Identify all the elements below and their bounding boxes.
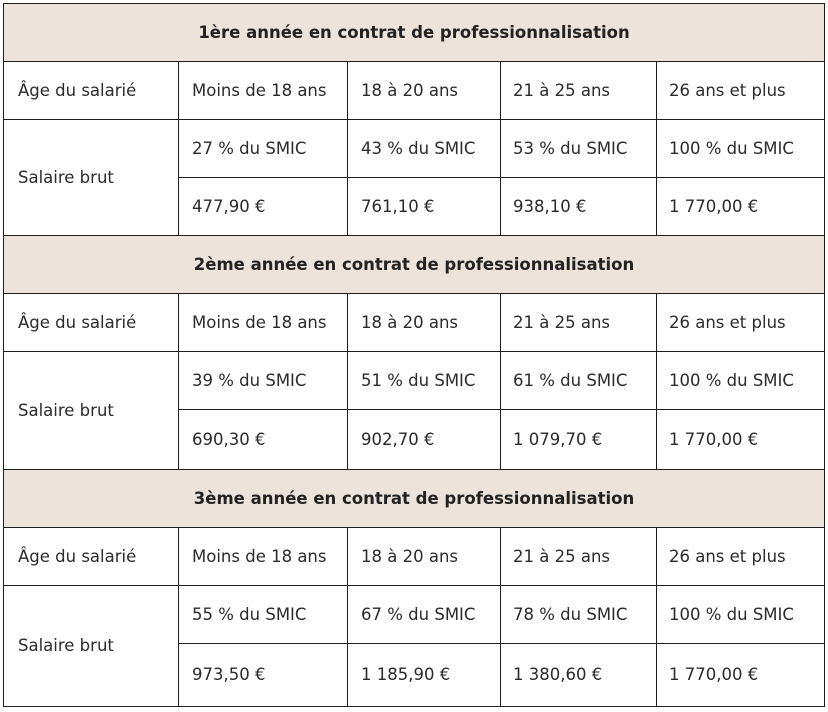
age-row-3: [4, 527, 825, 585]
age-bracket-cell: Moins de 18 ans: [179, 293, 348, 351]
section-title-2: 2ème année en contrat de professionnalisation: [4, 235, 825, 293]
age-row-1: [4, 61, 825, 119]
age-bracket-cell: 18 à 20 ans: [348, 527, 501, 585]
age-label: Âge du salarié: [4, 61, 179, 119]
amount-cell: 690,30 €: [179, 409, 348, 469]
percentage-row-1: [4, 119, 825, 177]
percentage-cell: 100 % du SMIC: [657, 119, 825, 177]
salary-label: Salaire brut: [4, 351, 179, 469]
section-title-3: 3ème année en contrat de professionnalisation: [4, 469, 825, 527]
amount-cell: 902,70 €: [348, 409, 501, 469]
percentage-cell: 27 % du SMIC: [179, 119, 348, 177]
salary-label: Salaire brut: [4, 119, 179, 235]
amount-cell: 1 770,00 €: [657, 409, 825, 469]
amount-cell: 938,10 €: [501, 177, 657, 235]
amount-cell: 1 380,60 €: [501, 643, 657, 706]
age-label: Âge du salarié: [4, 527, 179, 585]
percentage-cell: 100 % du SMIC: [657, 351, 825, 409]
section-header-row-1: [4, 4, 825, 62]
age-label: Âge du salarié: [4, 293, 179, 351]
percentage-cell: 100 % du SMIC: [657, 585, 825, 643]
age-bracket-cell: Moins de 18 ans: [179, 61, 348, 119]
amount-cell: 1 185,90 €: [348, 643, 501, 706]
age-bracket-cell: 26 ans et plus: [657, 61, 825, 119]
amount-cell: 477,90 €: [179, 177, 348, 235]
age-bracket-cell: 21 à 25 ans: [501, 527, 657, 585]
section-header-row-2: [4, 235, 825, 293]
percentage-cell: 61 % du SMIC: [501, 351, 657, 409]
salary-label: Salaire brut: [4, 585, 179, 706]
salary-table: [3, 3, 825, 707]
age-bracket-cell: 21 à 25 ans: [501, 61, 657, 119]
age-bracket-cell: 26 ans et plus: [657, 527, 825, 585]
percentage-cell: 39 % du SMIC: [179, 351, 348, 409]
amount-cell: 1 079,70 €: [501, 409, 657, 469]
age-bracket-cell: 18 à 20 ans: [348, 61, 501, 119]
age-bracket-cell: Moins de 18 ans: [179, 527, 348, 585]
amount-cell: 761,10 €: [348, 177, 501, 235]
section-title-1: 1ère année en contrat de professionnalisation: [4, 4, 825, 62]
amount-cell: 1 770,00 €: [657, 177, 825, 235]
age-bracket-cell: 26 ans et plus: [657, 293, 825, 351]
percentage-cell: 43 % du SMIC: [348, 119, 501, 177]
percentage-cell: 78 % du SMIC: [501, 585, 657, 643]
amount-cell: 1 770,00 €: [657, 643, 825, 706]
percentage-row-2: [4, 351, 825, 409]
percentage-cell: 51 % du SMIC: [348, 351, 501, 409]
section-header-row-3: [4, 469, 825, 527]
percentage-cell: 55 % du SMIC: [179, 585, 348, 643]
amount-cell: 973,50 €: [179, 643, 348, 706]
percentage-cell: 53 % du SMIC: [501, 119, 657, 177]
age-bracket-cell: 18 à 20 ans: [348, 293, 501, 351]
percentage-row-3: [4, 585, 825, 643]
age-bracket-cell: 21 à 25 ans: [501, 293, 657, 351]
age-row-2: [4, 293, 825, 351]
percentage-cell: 67 % du SMIC: [348, 585, 501, 643]
